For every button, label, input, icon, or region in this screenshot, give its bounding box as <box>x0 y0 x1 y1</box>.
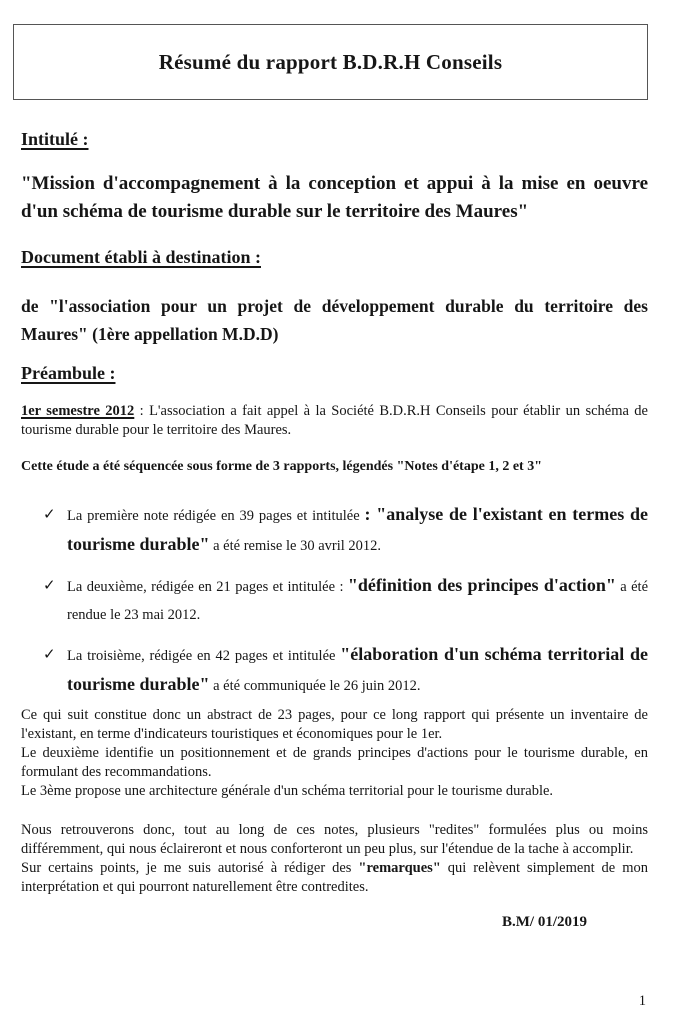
note-post: a été rendue le 23 mai 2012. <box>67 579 648 623</box>
title-box <box>13 24 648 100</box>
note-title: : "analyse de l'existant en termes de tourisme durable" <box>67 504 649 554</box>
page-number: 1 <box>638 993 646 1009</box>
heading-destination: Document établi à destination : <box>21 247 261 267</box>
note-post: a été remise le 30 avril 2012. <box>209 538 382 554</box>
list-item-note-1 <box>21 500 648 560</box>
signature: B.M/ 01/2019 <box>502 914 587 930</box>
remarques-bold: "remarques" <box>358 860 441 876</box>
check-icon: ✓ <box>43 505 56 523</box>
redites-sentence: Nous retrouverons donc, tout au long de ces notes, plusieurs "redites" formulées plus ou moins différemment, qui nous éclaireront et nous conforteront un peu plus, sur l'étendue de la tache à accomplir. <box>21 822 648 857</box>
redites-paragraph <box>21 821 648 897</box>
check-icon: ✓ <box>43 645 56 663</box>
note-pre: La première note rédigée en 39 pages et intitulée <box>67 508 365 524</box>
list-item-note-2 <box>21 571 648 629</box>
abstract-sentence-1: Ce qui suit constitue donc un abstract de 23 pages, pour ce long rapport qui présente un inventaire de l'existant, en terme d'indicateurs touristiques et économiques pour le 1er. <box>21 707 648 742</box>
remarques-sentence <box>21 859 648 897</box>
check-icon: ✓ <box>43 576 56 594</box>
list-item-note-3 <box>21 640 648 700</box>
abstract-paragraph <box>21 706 648 801</box>
document-title: Résumé du rapport B.D.R.H Conseils <box>158 49 503 74</box>
mission-statement: "Mission d'accompagnement à la conception et appui à la mise en oeuvre d'un schéma de tourisme durable sur le territoire des Maures" <box>21 173 648 222</box>
semester-text: : L'association a fait appel à la Société B.D.R.H Conseils pour établir un schéma de tourisme durable pour le territoire des Maures. <box>21 403 648 438</box>
abstract-sentence-2: Le deuxième identifie un positionnement et de grands principes d'actions pour le tourisme durable, en formulant des recommandations. <box>21 745 648 780</box>
note-title: "définition des principes d'action" <box>347 575 616 595</box>
heading-intitule: Intitulé : <box>21 129 89 149</box>
note-pre: La deuxième, rédigée en 21 pages et intitulée : <box>67 579 348 595</box>
note-title: "élaboration d'un schéma territorial de tourisme durable" <box>67 644 648 694</box>
remarques-post: qui relèvent simplement de mon interprétation et qui pourront naturellement être contredites. <box>21 860 648 895</box>
destination-body: de "l'association pour un projet de développement durable du territoire des Maures" (1ère appellation M.D.D) <box>21 296 648 344</box>
note-post: a été communiquée le 26 juin 2012. <box>209 678 421 694</box>
semester-label: 1er semestre 2012 <box>21 403 135 419</box>
heading-preambule: Préambule : <box>21 363 116 383</box>
note-pre: La troisième, rédigée en 42 pages et intitulée <box>67 648 341 664</box>
remarques-pre: Sur certains points, je me suis autorisé à rédiger des <box>21 860 359 876</box>
semester-paragraph <box>21 402 648 440</box>
abstract-sentence-3: Le 3ème propose une architecture générale d'un schéma territorial pour le tourisme durable. <box>21 783 554 799</box>
notes-list <box>21 500 648 700</box>
sequence-line: Cette étude a été séquencée sous forme de 3 rapports, légendés "Notes d'étape 1, 2 et 3" <box>21 459 542 474</box>
